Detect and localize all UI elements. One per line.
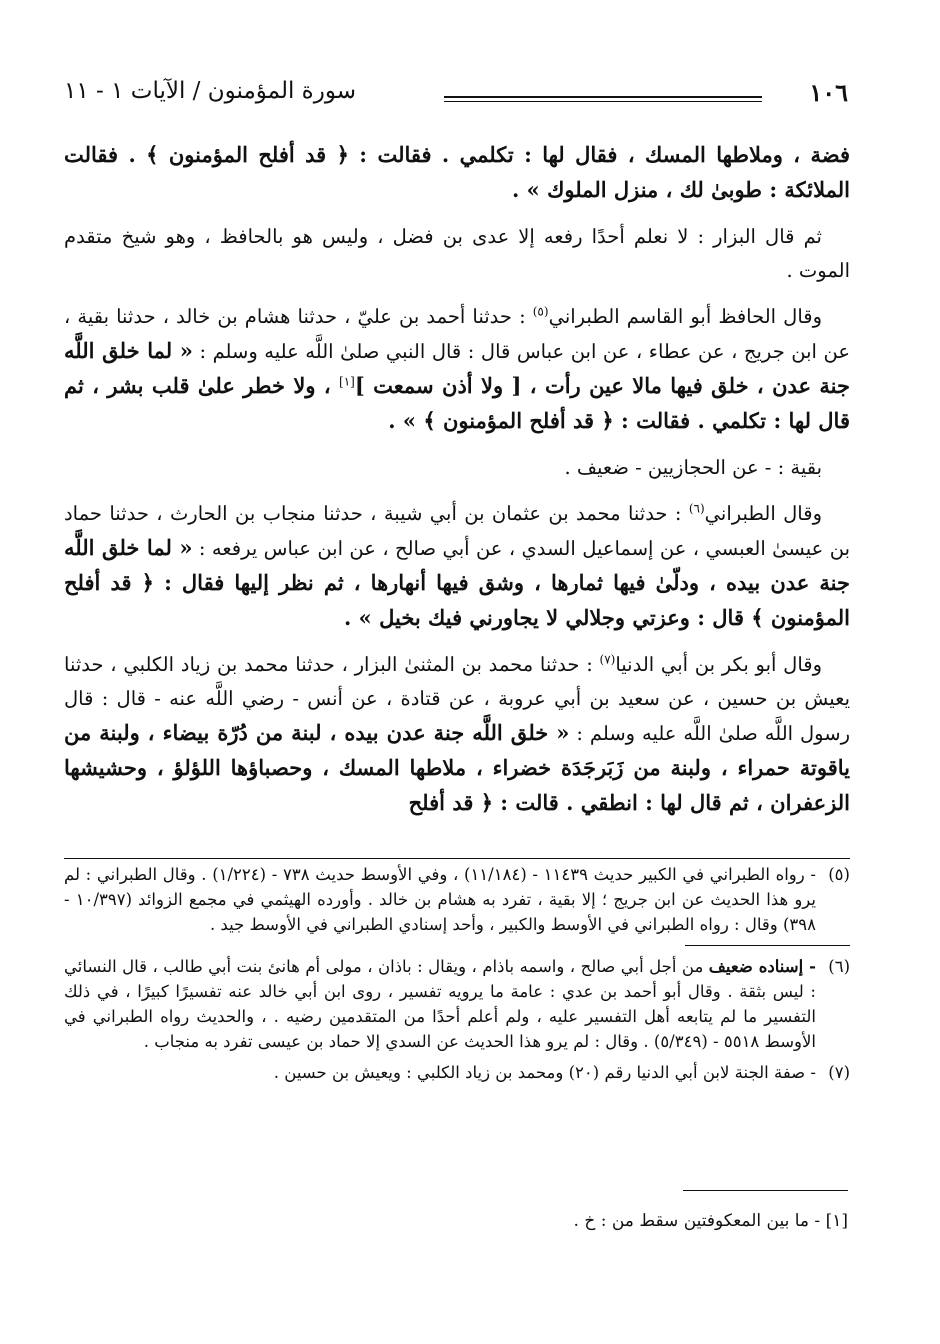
isnad-text: : حدثنا محمد بن المثنىٰ البزار ، حدثنا محمد بن زياد الكلبي ، حدثنا يعيش بن حسين ، عن سعيد بن أبي عروبة ، عن قتادة ، عن أنس - رضي اللَّه عنه - قال : قال رسول اللَّه صلىٰ اللَّه عليه وسلم :: [64, 653, 850, 745]
page-header: [64, 78, 848, 118]
narration-intro: وقال أبو بكر بن أبي الدنيا: [615, 653, 823, 676]
isnad-text: : حدثنا محمد بن عثمان بن أبي شيبة ، حدثنا منجاب بن الحارث ، حدثنا حماد بن عيسىٰ العبسي ، عن إسماعيل السدي ، عن أبي صالح ، عن ابن عباس يرفعه :: [64, 502, 850, 560]
footnotes: [64, 862, 850, 1091]
paragraph-5: [64, 497, 850, 636]
hadith-text: ، ولا خطر علىٰ قلب بشر ، ثم قال لها : تكلمي . فقالت : ﴿ قد أفلح المؤمنون ﴾ » .: [64, 373, 850, 433]
footnote-5: [64, 862, 850, 937]
footnote-ref-6[interactable]: (٦): [688, 501, 705, 516]
footnote-7: [64, 1060, 850, 1085]
footnote-ref-7[interactable]: (٧): [599, 652, 616, 667]
hadith-text: « خلق اللَّه جنة عدن بيده ، لبنة من دُرّة بيضاء ، ولبنة من ياقوتة حمراء ، ولبنة من زَبَرجَدَة خضراء ، ملاطها المسك ، وحصباؤها اللؤلؤ ، وحشيشها الزعفران ، ثم قال لها : انطقي . قالت : ﴿ قد أفلح: [64, 720, 850, 815]
hadith-text: فضة ، وملاطها المسك ، فقال لها : تكلمي . فقالت : ﴿ قد أفلح المؤمنون ﴾ . فقالت الملائكة : طوبىٰ لك ، منزل الملوك » .: [64, 142, 850, 202]
narration-intro: وقال الطبراني: [704, 502, 822, 525]
variant-text: - ما بين المعكوفتين سقط من : خ .: [573, 1211, 826, 1231]
hadith-text: « لما خلق اللَّه جنة عدن بيده ، ودلّىٰ فيها ثمارها ، وشق فيها أنهارها ، ثم نظر إليها فقال : ﴿ قد أفلح المؤمنون ﴾ قال : وعزتي وجلالي لا يجاورني فيك بخيل » .: [64, 535, 850, 630]
paragraph-4: بقية : - عن الحجازيين - ضعيف .: [564, 456, 822, 479]
footnote-mark: (٥): [828, 865, 850, 884]
header-rule: [444, 96, 762, 102]
footnote-mark: (٧): [828, 1063, 850, 1082]
paragraph-6: [64, 648, 850, 821]
narration-intro: وقال الحافظ أبو القاسم الطبراني: [548, 305, 822, 328]
page-number: ١٠٦: [809, 78, 848, 107]
paragraph-3: [64, 300, 850, 439]
footnote-6: [64, 954, 850, 1054]
paragraph-1: [64, 138, 850, 208]
footnote-rule: [64, 858, 850, 859]
variant-note: [64, 1208, 848, 1234]
footnote-text: من أجل أبي صالح ، واسمه باذام ، ويقال : باذان ، مولى أم هانئ بنت أبي طالب ، قال النسائي : ليس بثقة . وقال أبو أحمد بن عدي : عامة ما يرويه تفسير ، روى ابن أبي خالد عنه تفسيرًا كبيرًا ، في ذلك التفسير ما لم يتابعه أهل التفسير عليه ، ولم أعلم أحدًا من المتقدمين رضيه . ، والحديث رواه الطبراني في الأوسط ٥٥١٨ - (٥/٣٤٩) . وقال : لم يرو هذا الحديث عن السدي إلا حماد بن عيسى تفرد به منجاب .: [64, 957, 816, 1051]
isnad-text: : حدثنا أحمد بن عليّ ، حدثنا هشام بن خالد ، حدثنا بقية ، عن ابن جريج ، عن عطاء ، عن ابن عباس قال : قال النبي صلىٰ اللَّه عليه وسلم :: [64, 305, 850, 363]
variant-ref-1[interactable]: [١]: [339, 374, 355, 389]
variant-rule: [683, 1190, 848, 1191]
footnote-text: - رواه الطبراني في الكبير حديث ١١٤٣٩ - (١١/١٨٤) ، وفي الأوسط حديث ٧٣٨ - (١/٢٢٤) . وقال الطبراني : لم يرو هذا الحديث عن ابن جريج ؛ إلا بقية ، تفرد به هشام بن خالد . وأورده الهيثمي في مجمع الزوائد (١٠/٣٩٧ - ٣٩٨) وقال : رواه الطبراني في الأوسط والكبير ، وأحد إسنادي الطبراني في الأوسط جيد .: [64, 865, 816, 934]
variant-mark: [١]: [825, 1211, 848, 1231]
footnote-ref-5[interactable]: (٥): [532, 304, 549, 319]
footnote-mark: (٦): [828, 957, 850, 976]
running-title: سورة المؤمنون / الآيات ١ - ١١: [64, 78, 356, 104]
footnote-separator: [685, 945, 850, 946]
hadith-text: « لما خلق اللَّه جنة عدن ، خلق فيها مالا عين رأت ، [ ولا أذن سمعت ]: [64, 338, 851, 398]
footnote-lead: - إسناده ضعيف: [708, 957, 816, 976]
footnote-text: - صفة الجنة لابن أبي الدنيا رقم (٢٠) ومحمد بن زياد الكلبي : ويعيش بن حسين .: [273, 1063, 816, 1082]
main-text: [64, 138, 850, 833]
paragraph-2: ثم قال البزار : لا نعلم أحدًا رفعه إلا عدى بن فضل ، وليس هو بالحافظ ، وهو شيخ متقدم الموت .: [64, 225, 850, 282]
